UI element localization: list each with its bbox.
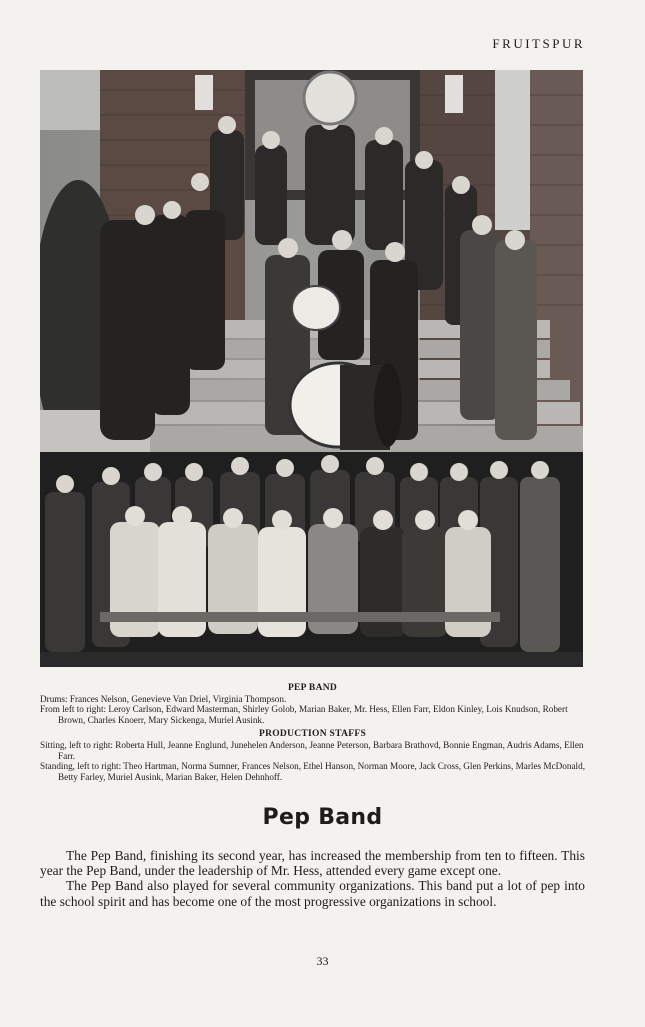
paragraph: The Pep Band, finishing its second year, has increased the membership from ten to fifteen. This year the Pep Band, under the leadership of Mr. Hess, attended every game except one. [40, 848, 585, 879]
section-title: Pep Band [262, 805, 383, 830]
pep-band-photo [40, 70, 583, 453]
photo-captions [40, 683, 585, 782]
caption-line: Standing, left to right: Theo Hartman, Norma Sumner, Frances Nelson, Ethel Hanson, Norman Moore, Jack Cross, Glen Perkins, Marles McDonald, Betty Farley, Muriel Ausink, Marian Baker, Helen Dehnhoff. [40, 761, 585, 782]
caption-heading-production-staffs: PRODUCTION STAFFS [258, 729, 367, 740]
caption-heading-pep-band: PEP BAND [287, 683, 338, 693]
body-text [40, 848, 585, 909]
caption-line: From left to right: Leroy Carlson, Edward Masterman, Shirley Golob, Marian Baker, Mr. Hess, Ellen Farr, Eldon Kinley, Lois Knudson, Robert Brown, Charles Knoerr, Mary Sickenga, Muriel Ausink. [40, 704, 568, 725]
caption-line: Sitting, left to right: Roberta Hull, Jeanne Englund, Junehelen Anderson, Jeanne Peterson, Barbara Brathovd, Bonnie Engman, Audris Adams, Ellen Farr. [40, 739, 584, 761]
caption-line: Drums: Frances Nelson, Genevieve Van Driel, Virginia Thompson. [40, 693, 287, 704]
production-staffs-photo [40, 452, 583, 667]
running-title: FRUITSPUR [492, 36, 585, 51]
paragraph: The Pep Band also played for several community organizations. This band put a lot of pep into the school spirit and has become one of the most progressive organizations in school. [40, 878, 585, 909]
page-number: 33 [316, 954, 329, 968]
